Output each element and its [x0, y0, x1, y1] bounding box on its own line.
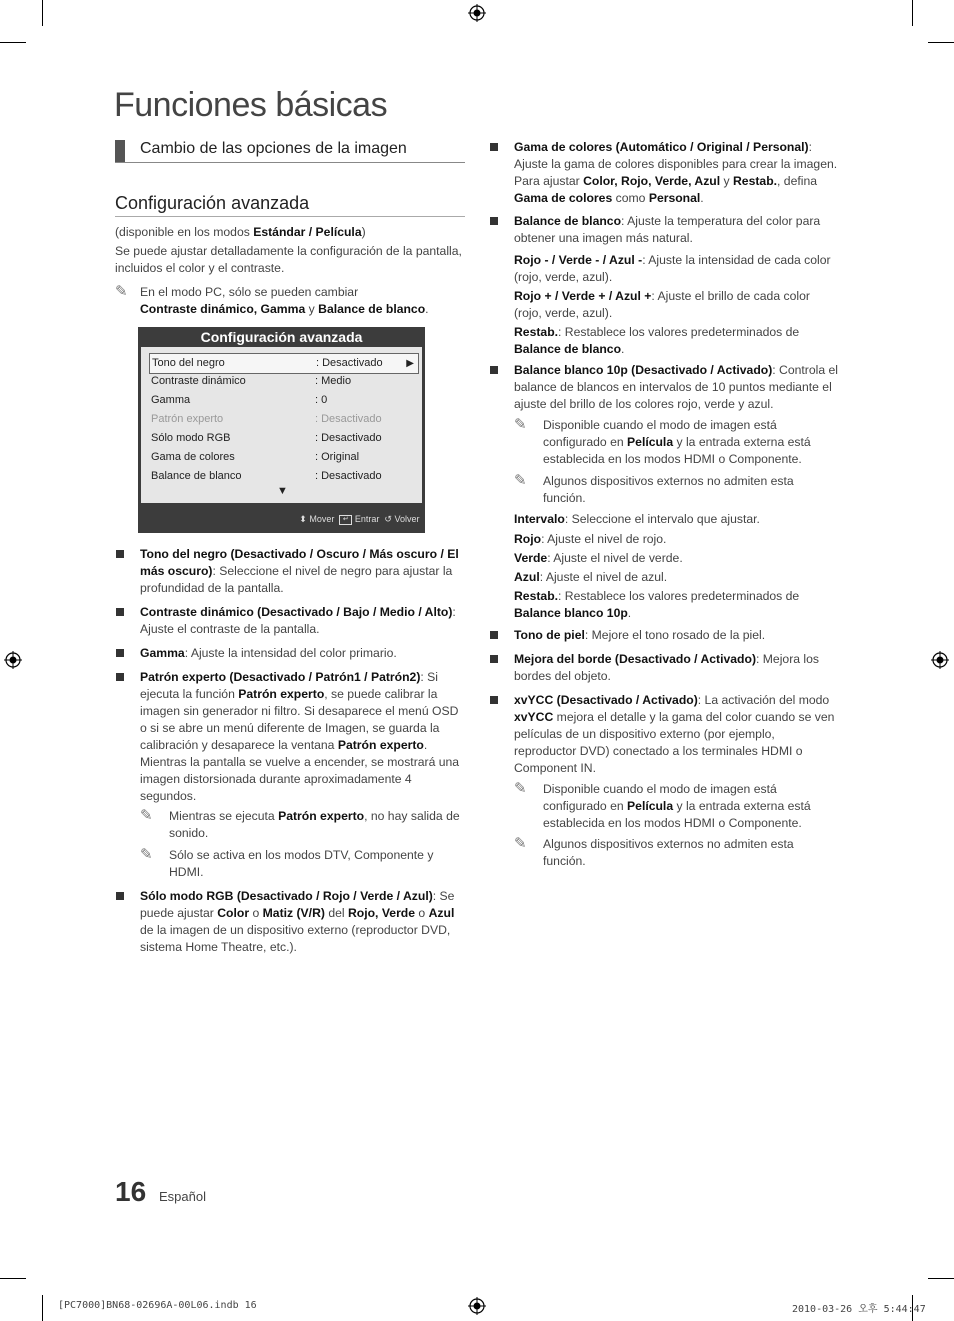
- crop-mark: [42, 0, 43, 26]
- osd-row-label: Balance de blanco: [151, 470, 242, 482]
- osd-footer: [138, 509, 422, 529]
- osd-row-value: : Medio: [315, 375, 352, 387]
- osd-row-label: Tono del negro: [152, 357, 225, 369]
- bullet-icon: [116, 550, 124, 558]
- sub-item: Restab.: Restablece los valores predeterminados de Balance de blanco.: [514, 325, 800, 356]
- chevron-right-icon: ▶: [406, 358, 414, 369]
- list-item: Sólo modo RGB (Desactivado / Rojo / Verde / Azul): Se puede ajustar Color o Matiz (V/R) del Rojo, Verde o Azul de la imagen de un dispositivo externo (reproductor DVD, sistema Home Theatre, etc.).: [140, 889, 455, 954]
- subsection-title: Configuración avanzada: [115, 193, 310, 213]
- osd-title: Configuración avanzada: [200, 329, 363, 345]
- osd-row-label: Contraste dinámico: [151, 375, 246, 387]
- osd-back-label: Volver: [394, 514, 420, 524]
- pencil-note-icon: ✎: [140, 807, 153, 824]
- bullet-icon: [490, 143, 498, 151]
- pencil-note-icon: ✎: [514, 472, 527, 489]
- osd-row-gamma[interactable]: [149, 391, 417, 410]
- bullet-icon: [490, 366, 498, 374]
- registration-mark-icon: [468, 1297, 486, 1315]
- bullet-icon: [116, 892, 124, 900]
- bullet-icon: [116, 673, 124, 681]
- sub-item: Verde: Ajuste el nivel de verde.: [514, 551, 683, 565]
- note-item: Disponible cuando el modo de imagen está configurado en Película y la entrada externa está establecida en los modos HDMI o Componente.: [543, 782, 811, 830]
- list-item: Tono del negro (Desactivado / Oscuro / Más oscuro / El más oscuro): Seleccione el nivel de negro para ajustar la profundidad de la pantalla.: [140, 547, 459, 595]
- page-language: Español: [159, 1189, 206, 1204]
- note-item: Disponible cuando el modo de imagen está configurado en Película y la entrada externa está establecida en los modos HDMI o Componente.: [543, 418, 811, 466]
- sub-item: Rojo + / Verde + / Azul +: Ajuste el brillo de cada color (rojo, verde, azul).: [514, 289, 810, 320]
- osd-enter-label: Entrar: [354, 514, 380, 524]
- osd-row-label: Gamma: [151, 394, 191, 406]
- osd-row-label: Patrón experto: [151, 413, 224, 425]
- osd-row-patron-experto: [149, 410, 417, 429]
- note-item: Algunos dispositivos externos no admiten esta función.: [543, 474, 794, 505]
- osd-move-label: Mover: [309, 514, 335, 524]
- crop-mark: [0, 42, 26, 43]
- osd-row-balance-de-blanco[interactable]: [149, 467, 417, 486]
- section-title: Cambio de las opciones de la imagen: [140, 140, 407, 157]
- note-item: Algunos dispositivos externos no admiten esta función.: [543, 837, 794, 868]
- bullet-icon: [490, 696, 498, 704]
- pencil-note-icon: ✎: [115, 283, 128, 300]
- list-item: Patrón experto (Desactivado / Patrón1 / Patrón2): Si ejecuta la función Patrón experto, se puede calibrar la imagen sin generador ni filtro. Si desaparece el menú OSD o si se abre un menú diferente de Imagen, se guarda la calibración y desaparece la ventana Patrón experto. Mientras la pantalla se vuelve a encender, se mostrará una imagen distorsionada durante aproximadamente 4 segundos.: [140, 670, 460, 803]
- osd-row-value: : Desactivado: [315, 432, 382, 444]
- updown-arrow-icon: ⬍: [299, 514, 307, 524]
- pencil-note-icon: ✎: [514, 780, 527, 797]
- sub-item: Rojo - / Verde - / Azul -: Ajuste la intensidad de cada color (rojo, verde, azul).: [514, 253, 831, 284]
- list-item: Balance blanco 10p (Desactivado / Activado): Controla el balance de blancos en intervalos de 10 puntos mediante el ajuste del brillo de los colores rojo, verde y azul.: [514, 363, 838, 411]
- return-icon: ↺: [384, 514, 392, 524]
- file-info: [PC7000]BN68-02696A-00L06.indb 16: [58, 1300, 257, 1311]
- page-title: Funciones básicas: [114, 86, 388, 124]
- list-item: Gama de colores (Automático / Original / Personal): Ajuste la gama de colores disponibles para crear la imagen. Para ajustar Color, Rojo, Verde, Azul y Restab., defina Gama de colores como Personal.: [514, 140, 838, 205]
- osd-row-gama-de-colores[interactable]: [149, 448, 417, 467]
- crop-mark: [42, 1295, 43, 1321]
- crop-mark: [0, 1278, 26, 1279]
- osd-row-label: Sólo modo RGB: [151, 432, 231, 444]
- list-item: xvYCC (Desactivado / Activado): La activación del modo xvYCC mejora el detalle y la gama del color cuando se ven películas de un dispositivo externo (por ejemplo, reproductor DVD) conectado a los terminales HDMI o Component IN.: [514, 693, 835, 775]
- pencil-note-icon: ✎: [514, 835, 527, 852]
- registration-mark-icon: [931, 651, 949, 669]
- divider: [115, 216, 465, 217]
- sub-item: Azul: Ajuste el nivel de azul.: [514, 570, 668, 584]
- osd-row-tono-del-negro[interactable]: [149, 353, 419, 374]
- osd-row-value: : Desactivado: [316, 357, 383, 369]
- section-marker: [115, 140, 125, 162]
- note-pc: En el modo PC, sólo se pueden cambiar Contraste dinámico, Gamma y Balance de blanco.: [140, 285, 429, 316]
- list-item: Gamma: Ajuste la intensidad del color primario.: [140, 646, 397, 660]
- osd-menu: [138, 327, 425, 533]
- list-item: Contraste dinámico (Desactivado / Bajo / Medio / Alto): Ajuste el contraste de la pantalla.: [140, 605, 456, 636]
- note-item: Mientras se ejecuta Patrón experto, no hay salida de sonido.: [169, 809, 460, 840]
- osd-row-solo-modo-rgb[interactable]: [149, 429, 417, 448]
- osd-row-value: : Desactivado: [315, 413, 382, 425]
- sub-item: Rojo: Ajuste el nivel de rojo.: [514, 532, 667, 546]
- sub-item: Intervalo: Seleccione el intervalo que ajustar.: [514, 512, 760, 526]
- intro-text: Se puede ajustar detalladamente la configuración de la pantalla, incluidos el color y el contraste.: [115, 244, 462, 275]
- osd-row-value: : Original: [315, 451, 360, 463]
- print-timestamp: 2010-03-26 오후 5:44:47: [792, 1304, 926, 1315]
- chevron-down-icon[interactable]: ▼: [277, 485, 288, 497]
- page-number: 16: [115, 1176, 147, 1207]
- crop-mark: [928, 42, 954, 43]
- osd-body: [141, 347, 422, 503]
- pencil-note-icon: ✎: [140, 846, 153, 863]
- bullet-icon: [116, 608, 124, 616]
- sub-item: Restab.: Restablece los valores predeterminados de Balance blanco 10p.: [514, 589, 800, 620]
- note-item: Sólo se activa en los modos DTV, Componente y HDMI.: [169, 848, 434, 879]
- bullet-icon: [490, 217, 498, 225]
- bullet-icon: [490, 631, 498, 639]
- list-item: Tono de piel: Mejore el tono rosado de la piel.: [514, 628, 766, 642]
- osd-row-contraste-dinamico[interactable]: [149, 372, 417, 391]
- crop-mark: [928, 1278, 954, 1279]
- osd-row-label: Gama de colores: [151, 451, 235, 463]
- intro-modes: (disponible en los modos Estándar / Película): [115, 225, 366, 239]
- enter-icon: ↵: [339, 515, 352, 525]
- registration-mark-icon: [4, 651, 22, 669]
- registration-mark-icon: [468, 4, 486, 22]
- divider: [115, 162, 465, 163]
- osd-row-value: : 0: [315, 394, 328, 406]
- bullet-icon: [116, 649, 124, 657]
- osd-row-value: : Desactivado: [315, 470, 382, 482]
- list-item: Mejora del borde (Desactivado / Activado): Mejora los bordes del objeto.: [514, 652, 819, 683]
- crop-mark: [912, 0, 913, 26]
- pencil-note-icon: ✎: [514, 416, 527, 433]
- list-item: Balance de blanco: Ajuste la temperatura del color para obtener una imagen más natural.: [514, 214, 821, 245]
- bullet-icon: [490, 655, 498, 663]
